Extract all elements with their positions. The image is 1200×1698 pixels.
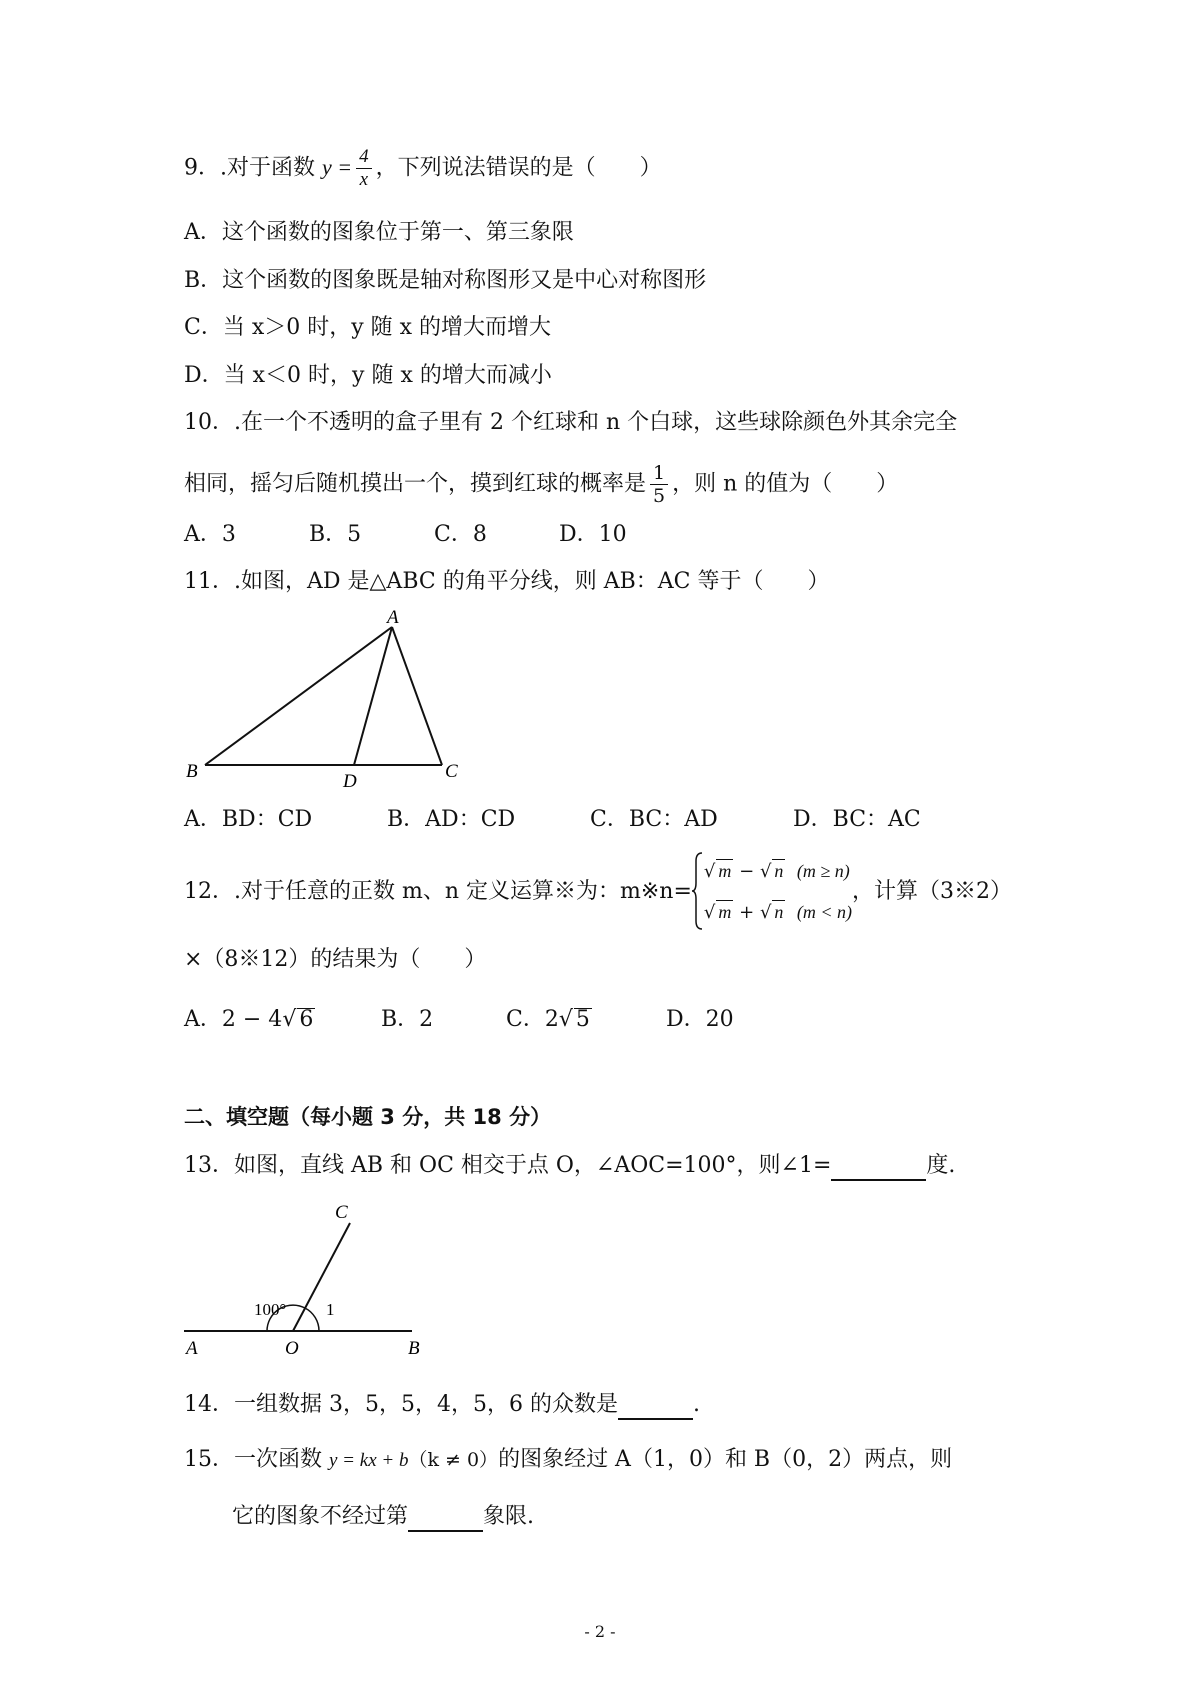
q13-stem-prefix: 13．如图，直线 AB 和 OC 相交于点 O，∠AOC=100°，则∠1= bbox=[184, 1153, 832, 1178]
label-o: O bbox=[285, 1338, 299, 1358]
q15-stem-prefix: 15．一次函数 bbox=[184, 1447, 329, 1472]
q12-case2-radicand-n: n bbox=[774, 902, 784, 922]
q9-stem bbox=[184, 146, 662, 191]
q12-stem-suffix: ，计算（3※2） bbox=[852, 879, 1013, 904]
q11-options bbox=[184, 805, 921, 835]
segment-ac bbox=[392, 627, 442, 765]
q10-option-c: C．8 bbox=[434, 522, 487, 547]
label-c: C bbox=[445, 761, 458, 782]
q12-case-1: √ m − √ n (m ≥ n) bbox=[703, 861, 850, 882]
q9-option-d: D．当 x＜0 时，y 随 x 的增大而减小 bbox=[184, 363, 552, 388]
q13-angle-figure bbox=[180, 1198, 430, 1358]
segment-ba bbox=[205, 627, 392, 765]
q12-line2: ×（8※12）的结果为（ ） bbox=[184, 947, 487, 972]
q12-case2-operator: + bbox=[739, 902, 755, 923]
section-2-title: 二、填空题（每小题 3 分，共 18 分） bbox=[184, 1105, 552, 1129]
q12-case1-operator: − bbox=[739, 861, 755, 882]
q10-fraction bbox=[650, 462, 668, 507]
q10-fraction-denominator: 5 bbox=[653, 485, 666, 507]
q12-option-c-radicand: 5 bbox=[575, 1007, 590, 1032]
q9-function-lhs: y = bbox=[321, 154, 353, 180]
q15-answer-blank bbox=[408, 1506, 483, 1532]
q9-stem-suffix: ，下列说法错误的是（ ） bbox=[375, 155, 662, 181]
q9-fraction-denominator: x bbox=[359, 169, 369, 190]
q12-option-a-radicand: 6 bbox=[299, 1007, 314, 1032]
q14-stem-prefix: 14．一组数据 3，5，5，4，5，6 的众数是 bbox=[184, 1392, 618, 1417]
q12-case1-condition: (m ≥ n) bbox=[796, 861, 850, 881]
q11-option-c: C．BC：AD bbox=[590, 807, 718, 832]
page-number: - 2 - bbox=[584, 1622, 616, 1641]
q10-option-d: D．10 bbox=[559, 522, 627, 547]
q15-line2 bbox=[232, 1502, 534, 1532]
q10-line2 bbox=[184, 462, 898, 507]
q10-option-a: A．3 bbox=[184, 522, 236, 547]
q15-line2-prefix: 它的图象不经过第 bbox=[232, 1504, 409, 1529]
q10-fraction-numerator: 1 bbox=[650, 462, 668, 485]
left-brace-icon bbox=[692, 851, 704, 931]
q15-condition: （k ≠ 0） bbox=[408, 1449, 499, 1471]
label-a: A bbox=[387, 607, 399, 628]
q13-stem-suffix: 度. bbox=[926, 1153, 956, 1178]
q9-option-a: A．这个函数的图象位于第一、第三象限 bbox=[184, 220, 574, 245]
label-angle-1: 1 bbox=[326, 1300, 335, 1319]
q11-triangle-figure bbox=[180, 605, 480, 790]
q12-stem-prefix: 12．.对于任意的正数 m、n 定义运算※为：m※n= bbox=[184, 879, 692, 904]
q12-option-a-label: A． bbox=[184, 1007, 222, 1032]
label-c: C bbox=[335, 1202, 348, 1223]
q11-option-a: A．BD：CD bbox=[184, 807, 313, 832]
q12-case1-radicand-n: n bbox=[774, 861, 784, 881]
q14-stem bbox=[184, 1390, 700, 1420]
label-b: B bbox=[186, 761, 198, 782]
q12-option-b: B．2 bbox=[381, 1007, 434, 1032]
q11-stem: 11．.如图，AD 是△ABC 的角平分线，则 AB：AC 等于（ ） bbox=[184, 569, 830, 594]
q12-option-c: C．2√ 5 bbox=[506, 1007, 590, 1032]
arc-1 bbox=[305, 1308, 319, 1331]
q12-option-a: A．2 − 4√ 6 bbox=[184, 1007, 314, 1032]
q11-option-b: B．AD：CD bbox=[387, 807, 516, 832]
q12-stem bbox=[184, 848, 1012, 936]
q12-options bbox=[184, 1005, 734, 1035]
q9-stem-prefix: 9．.对于函数 bbox=[184, 155, 322, 181]
q15-stem bbox=[184, 1445, 952, 1476]
q9-fraction-numerator: 4 bbox=[356, 146, 372, 169]
q14-stem-suffix: . bbox=[692, 1392, 700, 1417]
q13-answer-blank bbox=[831, 1155, 926, 1181]
q9-fraction bbox=[356, 146, 372, 191]
ray-oc bbox=[293, 1223, 350, 1331]
segment-ad bbox=[354, 627, 392, 765]
label-100-degrees: 100° bbox=[254, 1300, 287, 1319]
label-b: B bbox=[408, 1338, 420, 1358]
q12-option-a-expr: 2 − 4 bbox=[221, 1007, 283, 1032]
q13-stem bbox=[184, 1151, 955, 1181]
q15-function: y = kx + b bbox=[329, 1450, 409, 1471]
q12-piecewise bbox=[692, 851, 852, 933]
q9-option-b: B．这个函数的图象既是轴对称图形又是中心对称图形 bbox=[184, 268, 707, 293]
q10-line1: 10．.在一个不透明的盒子里有 2 个红球和 n 个白球，这些球除颜色外其余完全 bbox=[184, 410, 958, 435]
q12-case1-radicand-m: m bbox=[718, 861, 732, 881]
q10-line2-suffix: ，则 n 的值为（ ） bbox=[672, 471, 899, 497]
label-a: A bbox=[186, 1338, 198, 1358]
q15-stem-middle: 的图象经过 A（1，0）和 B（0，2）两点，则 bbox=[498, 1447, 953, 1472]
q10-options bbox=[184, 520, 627, 550]
q12-case-2: √ m + √ n (m < n) bbox=[703, 902, 853, 923]
label-d: D bbox=[343, 771, 357, 790]
q15-line2-suffix: 象限. bbox=[483, 1504, 535, 1529]
q12-case2-radicand-m: m bbox=[718, 902, 732, 922]
q12-option-d: D．20 bbox=[666, 1007, 734, 1032]
q12-case2-condition: (m < n) bbox=[796, 902, 853, 922]
q12-option-c-label: C． bbox=[506, 1007, 545, 1032]
q9-option-c: C．当 x＞0 时，y 随 x 的增大而增大 bbox=[184, 315, 552, 340]
q10-line2-prefix: 相同，摇匀后随机摸出一个，摸到红球的概率是 bbox=[184, 471, 647, 497]
q12-option-c-expr: 2 bbox=[544, 1007, 559, 1032]
q10-option-b: B．5 bbox=[309, 522, 362, 547]
q14-answer-blank bbox=[618, 1394, 693, 1420]
q11-option-d: D．BC：AC bbox=[793, 807, 921, 832]
